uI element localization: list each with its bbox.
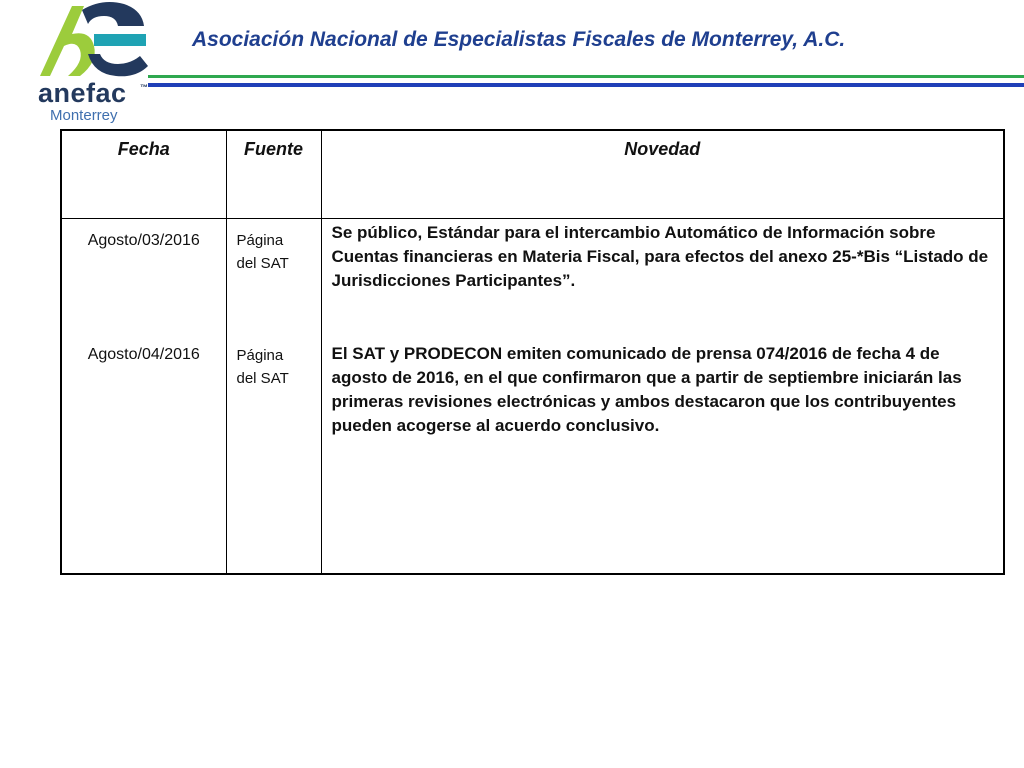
logo-trademark: ™ [140,83,148,92]
fuente-line: del SAT [236,254,289,272]
fuente-line: Página [236,346,284,364]
novedad-entry-2 [332,342,1000,438]
fuente-line: Página [236,231,284,249]
novedad-text: Se público, Estándar para el intercambio Automático de Información sobre Cuentas financieras en Materia Fiscal, para efectos del anexo 25-*Bis “Listado de Jurisdicciones Participantes”. [331,222,989,290]
fecha-entry-2: Agosto/04/2016 [87,345,200,363]
organization-title: Asociación Nacional de Especialistas Fiscales de Monterrey, A.C. [192,28,846,51]
news-table [60,129,1005,575]
novedad-entry-1 [332,221,1000,293]
fecha-cell [61,218,226,574]
header-fecha: Fecha [61,130,226,218]
logo-city: Monterrey [50,107,118,124]
fuente-entry-1 [237,229,317,275]
header-divider-blue [148,83,1024,87]
header-fuente: Fuente [226,130,321,218]
table-header-row [61,130,1004,218]
novedad-cell [321,218,1004,574]
fuente-entry-2 [237,344,317,390]
anefac-logo [30,0,160,128]
header-novedad: Novedad [321,130,1004,218]
ae-logo-mark-icon [32,0,152,80]
logo-brand-name: anefac [38,78,127,108]
fuente-line: del SAT [236,369,289,387]
novedad-text: El SAT y PRODECON emiten comunicado de prensa 074/2016 de fecha 4 de agosto de 2016, en el que confirmaron que a partir de septiembre iniciarán las primeras revisiones electrónicas y ambos destacaron que los contribuyentes pueden acogerse al acuerdo conclusivo. [331,343,962,435]
fecha-entry-1: Agosto/03/2016 [87,231,200,249]
table-row [61,218,1004,574]
header-divider-green [148,75,1024,78]
fuente-cell [226,218,321,574]
